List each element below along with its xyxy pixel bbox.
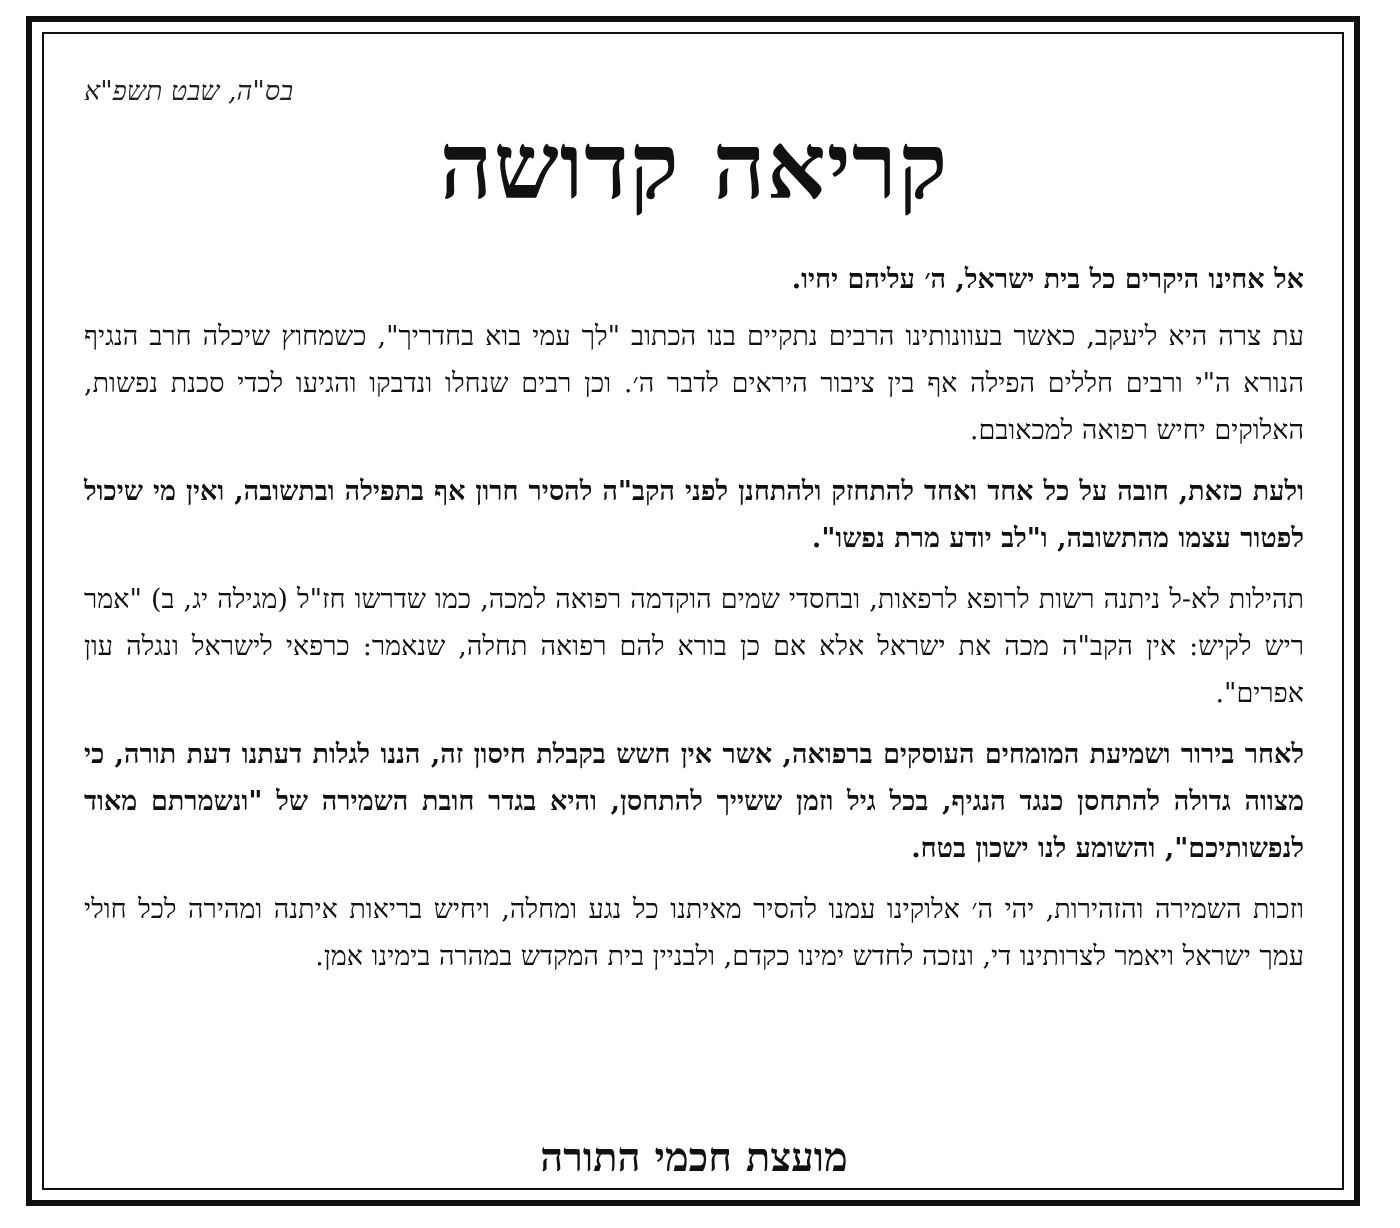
outer-border-frame: [26, 16, 1360, 1206]
paragraph-4: לאחר בירור ושמיעת המומחים העוסקים ברפואה, אשר אין חשש בקבלת חיסון זה, הננו לגלות דעתנו דעת תורה, כי מצווה גדולה להתחסן כנגד הנגיף, בכל גיל וזמן ששייך להתחסן, והיא בגדר חובת השמירה של "ונשמרתם מאוד לנפשותיכם", והשומע לנו ישכון בטח.: [84, 739, 1304, 864]
greeting-line: אל אחינו היקרים כל בית ישראל, ה׳ עליהם יחיו.: [791, 264, 1304, 295]
paragraph-1: עת צרה היא ליעקב, כאשר בעוונותינו הרבים נתקיים בנו הכתוב "לך עמי בוא בחדריך", כשמחוץ שיכלה חרב הנגיף הנורא ה"י ורבים חללים הפילה אף בין ציבור היראים לדבר ה׳. וכן רבים שנחלו ונדבקו והגיעו לכדי סכנת נפשות, האלוקים יחיש רפואה למכאובם.: [84, 321, 1304, 446]
date-line: בס"ה, שבט תשפ"א: [84, 76, 294, 107]
page-title: קריאה קדושה: [439, 112, 949, 220]
inner-border-frame: [42, 32, 1344, 1190]
paragraph-3: תהילות לא-ל ניתנה רשות לרופא לרפאות, ובחסדי שמים הוקדמה רפואה למכה, כמו שדרשו חז"ל (מגילה יג, ב) "אמר ריש לקיש: אין הקב"ה מכה את ישראל אלא אם כן בורא להם רפואה תחלה, שנאמר: כרפאי לישראל ונגלה עון אפרים".: [84, 584, 1304, 709]
proclamation-body: [84, 256, 1304, 994]
proclamation-content: [84, 34, 1304, 1188]
paragraph-5: וזכות השמירה והזהירות, יהי ה׳ אלוקינו עמנו להסיר מאיתנו כל נגע ומחלה, ויחיש בריאות איתנה ומהירה לכל חולי עמך ישראל ויאמר לצרותינו די, ונזכה לחדש ימינו כקדם, ולבניין בית המקדש במהרה בימינו אמן.: [84, 894, 1304, 972]
paragraph-2: ולעת כזאת, חובה על כל אחד ואחד להתחזק ולהתחנן לפני הקב"ה להסיר חרון אף בתפילה ובתשובה, ואין מי שיכול לפטור עצמו מהתשובה, ו"לב יודע מרת נפשו".: [84, 476, 1304, 554]
signature: מועצת חכמי התורה: [540, 1134, 848, 1181]
